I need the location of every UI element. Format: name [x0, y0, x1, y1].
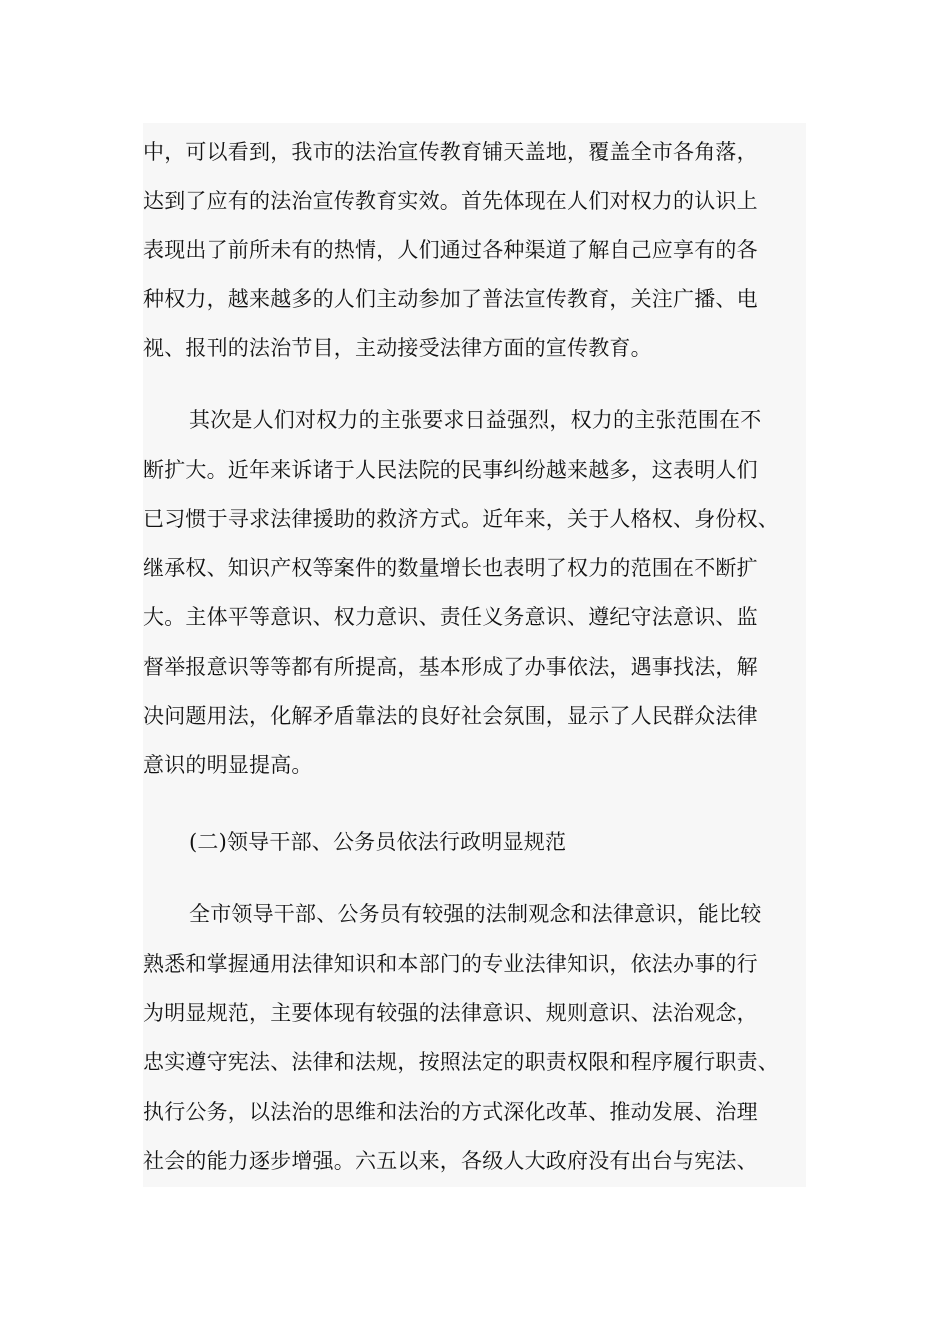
text-line: 已习惯于寻求法律援助的救济方式。近年来，关于人格权、身份权、	[143, 507, 779, 531]
text-line: 忠实遵守宪法、法律和法规，按照法定的职责权限和程序履行职责、	[143, 1050, 779, 1074]
text-line: 为明显规范，主要体现有较强的法律意识、规则意识、法治观念，	[143, 1001, 758, 1025]
text-line: 决问题用法，化解矛盾靠法的良好社会氛围，显示了人民群众法律	[143, 704, 758, 728]
text-line: 督举报意识等等都有所提高，基本形成了办事依法，遇事找法，解	[143, 655, 758, 679]
text-line: 熟悉和掌握通用法律知识和本部门的专业法律知识，依法办事的行	[143, 952, 758, 976]
text-line: 种权力，越来越多的人们主动参加了普法宣传教育，关注广播、电	[143, 287, 758, 311]
text-line: 大。主体平等意识、权力意识、责任义务意识、遵纪守法意识、监	[143, 605, 758, 629]
text-line: 执行公务，以法治的思维和法治的方式深化改革、推动发展、治理	[143, 1100, 758, 1124]
text-line: 其次是人们对权力的主张要求日益强烈，权力的主张范围在不	[189, 408, 762, 432]
text-line: 表现出了前所未有的热情，人们通过各种渠道了解自己应享有的各	[143, 238, 758, 262]
text-line: 视、报刊的法治节目，主动接受法律方面的宣传教育。	[143, 336, 652, 360]
section-heading: (二)领导干部、公务员依法行政明显规范	[189, 830, 567, 854]
text-line: 中，可以看到，我市的法治宣传教育铺天盖地，覆盖全市各角落，	[143, 140, 758, 164]
text-line: 继承权、知识产权等案件的数量增长也表明了权力的范围在不断扩	[143, 556, 758, 580]
text-line: 意识的明显提高。	[143, 753, 313, 777]
text-line: 全市领导干部、公务员有较强的法制观念和法律意识，能比较	[189, 902, 762, 926]
document-body	[143, 123, 806, 1187]
text-line: 社会的能力逐步增强。六五以来，各级人大政府没有出台与宪法、	[143, 1149, 758, 1173]
text-line: 达到了应有的法治宣传教育实效。首先体现在人们对权力的认识上	[143, 189, 758, 213]
text-line: 断扩大。近年来诉诸于人民法院的民事纠纷越来越多，这表明人们	[143, 458, 758, 482]
